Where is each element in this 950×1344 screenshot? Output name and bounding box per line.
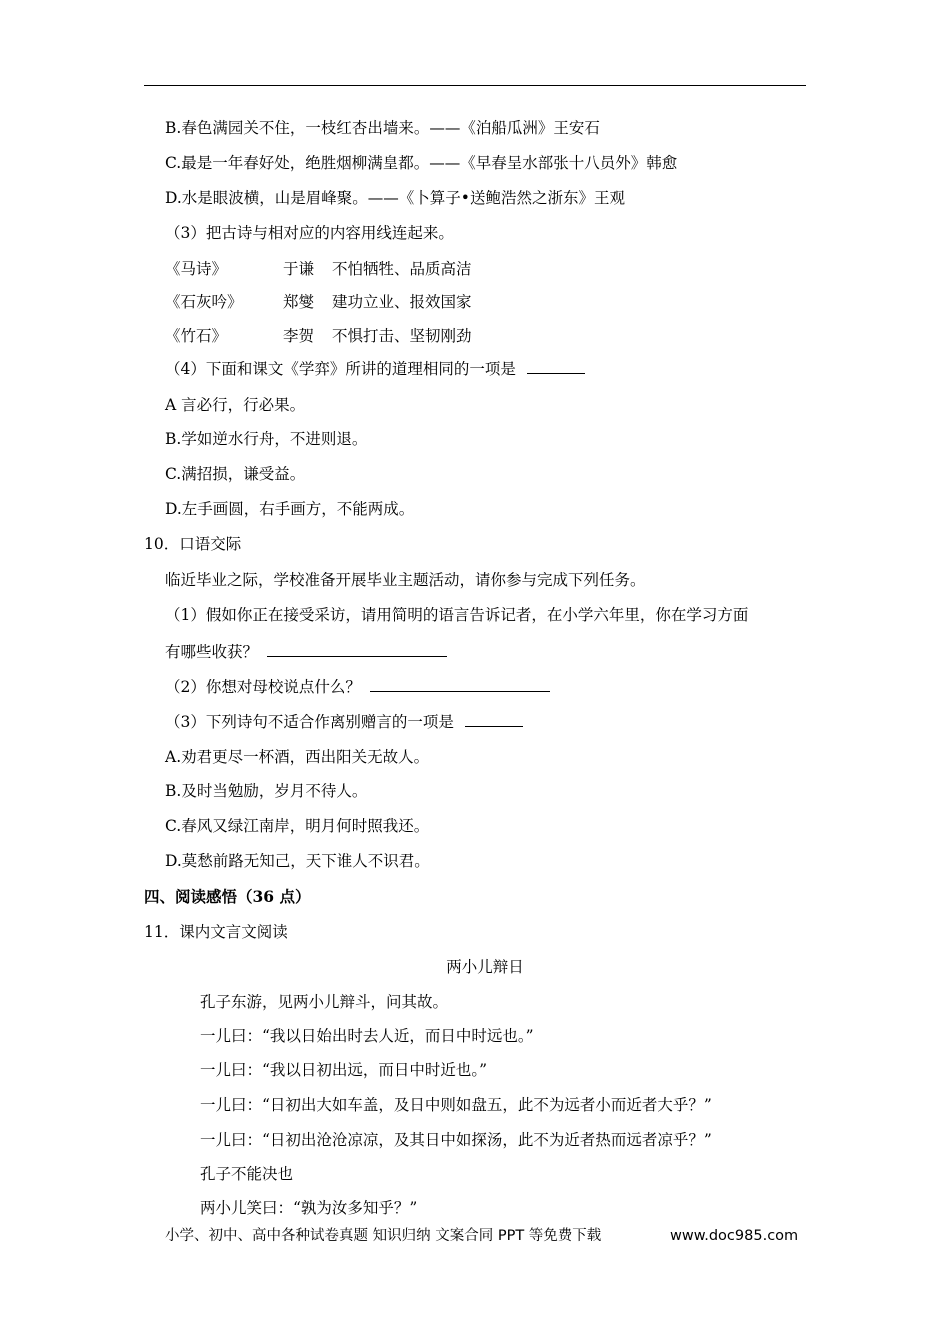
answer-blank[interactable] — [267, 642, 447, 657]
match-author: 于谦 — [283, 260, 315, 278]
q9-sub4-text: （4）下面和课文《学弈》所讲的道理相同的一项是 — [165, 360, 516, 378]
match-poem: 《马诗》 — [165, 260, 228, 278]
match-poem: 《石灰吟》 — [165, 293, 243, 311]
section-heading: 四、阅读感悟（36 点） — [144, 887, 311, 906]
q10-sub1-line2-text: 有哪些收获？ — [165, 643, 259, 661]
q10-title: 10．口语交际 — [144, 535, 242, 553]
q10-option-a: A.劝君更尽一杯酒，西出阳关无故人。 — [165, 748, 430, 766]
passage-line: 一儿曰：“我以日初出远，而日中时近也。” — [200, 1061, 488, 1079]
header-rule — [144, 85, 806, 86]
passage-line: 孔子东游，见两小儿辩斗，问其故。 — [200, 993, 449, 1011]
option-c: C.最是一年春好处，绝胜烟柳满皇都。——《早春呈水部张十八员外》韩愈 — [165, 154, 678, 172]
passage-title: 两小儿辩日 — [446, 958, 524, 976]
footer-text: 小学、初中、高中各种试卷真题 知识归纳 文案合同 PPT 等免费下载 — [165, 1228, 602, 1244]
passage-line: 一儿曰：“日初出大如车盖，及日中则如盘五，此不为远者小而近者大乎？” — [200, 1096, 712, 1114]
q9-sub4 — [165, 358, 585, 380]
q10-sub3 — [165, 711, 523, 733]
answer-blank[interactable] — [527, 359, 585, 374]
q10-sub2-text: （2）你想对母校说点什么？ — [165, 678, 361, 696]
match-content: 建功立业、报效国家 — [332, 293, 472, 311]
q10-intro: 临近毕业之际，学校准备开展毕业主题活动，请你参与完成下列任务。 — [165, 571, 646, 589]
passage-line: 两小儿笑曰：“孰为汝多知乎？” — [200, 1199, 418, 1217]
q11-title: 11．课内文言文阅读 — [144, 923, 288, 941]
option-b: B.春色满园关不住，一枝红杏出墙来。——《泊船瓜洲》王安石 — [165, 119, 600, 137]
sub4-option-a: A 言必行，行必果。 — [165, 396, 306, 414]
match-poem: 《竹石》 — [165, 327, 228, 345]
footer-url[interactable]: www.doc985.com — [670, 1228, 799, 1244]
q10-sub1-line1: （1）假如你正在接受采访，请用简明的语言告诉记者，在小学六年里，你在学习方面 — [165, 606, 749, 624]
match-author: 李贺 — [283, 327, 315, 345]
sub4-option-d: D.左手画圆，右手画方，不能两成。 — [165, 500, 415, 518]
q10-option-d: D.莫愁前路无知己，天下谁人不识君。 — [165, 852, 430, 870]
passage-line: 一儿曰：“我以日始出时去人近，而日中时远也。” — [200, 1027, 534, 1045]
match-author: 郑燮 — [283, 293, 315, 311]
q10-sub1-line2 — [165, 641, 447, 663]
answer-blank[interactable] — [370, 677, 550, 692]
q10-option-c: C.春风又绿江南岸，明月何时照我还。 — [165, 817, 430, 835]
option-d: D.水是眼波横，山是眉峰聚。——《卜算子•送鲍浩然之浙东》王观 — [165, 189, 625, 207]
passage-line: 一儿曰：“日初出沧沧凉凉，及其日中如探汤，此不为近者热而远者凉乎？” — [200, 1131, 712, 1149]
sub4-option-c: C.满招损，谦受益。 — [165, 465, 306, 483]
q9-sub3: （3）把古诗与相对应的内容用线连起来。 — [165, 224, 454, 242]
q10-sub2 — [165, 676, 550, 698]
answer-blank[interactable] — [465, 712, 523, 727]
match-content: 不怕牺牲、品质高洁 — [332, 260, 472, 278]
match-content: 不惧打击、坚韧刚劲 — [332, 327, 472, 345]
sub4-option-b: B.学如逆水行舟，不进则退。 — [165, 430, 368, 448]
passage-line: 孔子不能决也 — [200, 1165, 294, 1183]
q10-sub3-text: （3）下列诗句不适合作离别赠言的一项是 — [165, 713, 454, 731]
q10-option-b: B.及时当勉励，岁月不待人。 — [165, 782, 368, 800]
